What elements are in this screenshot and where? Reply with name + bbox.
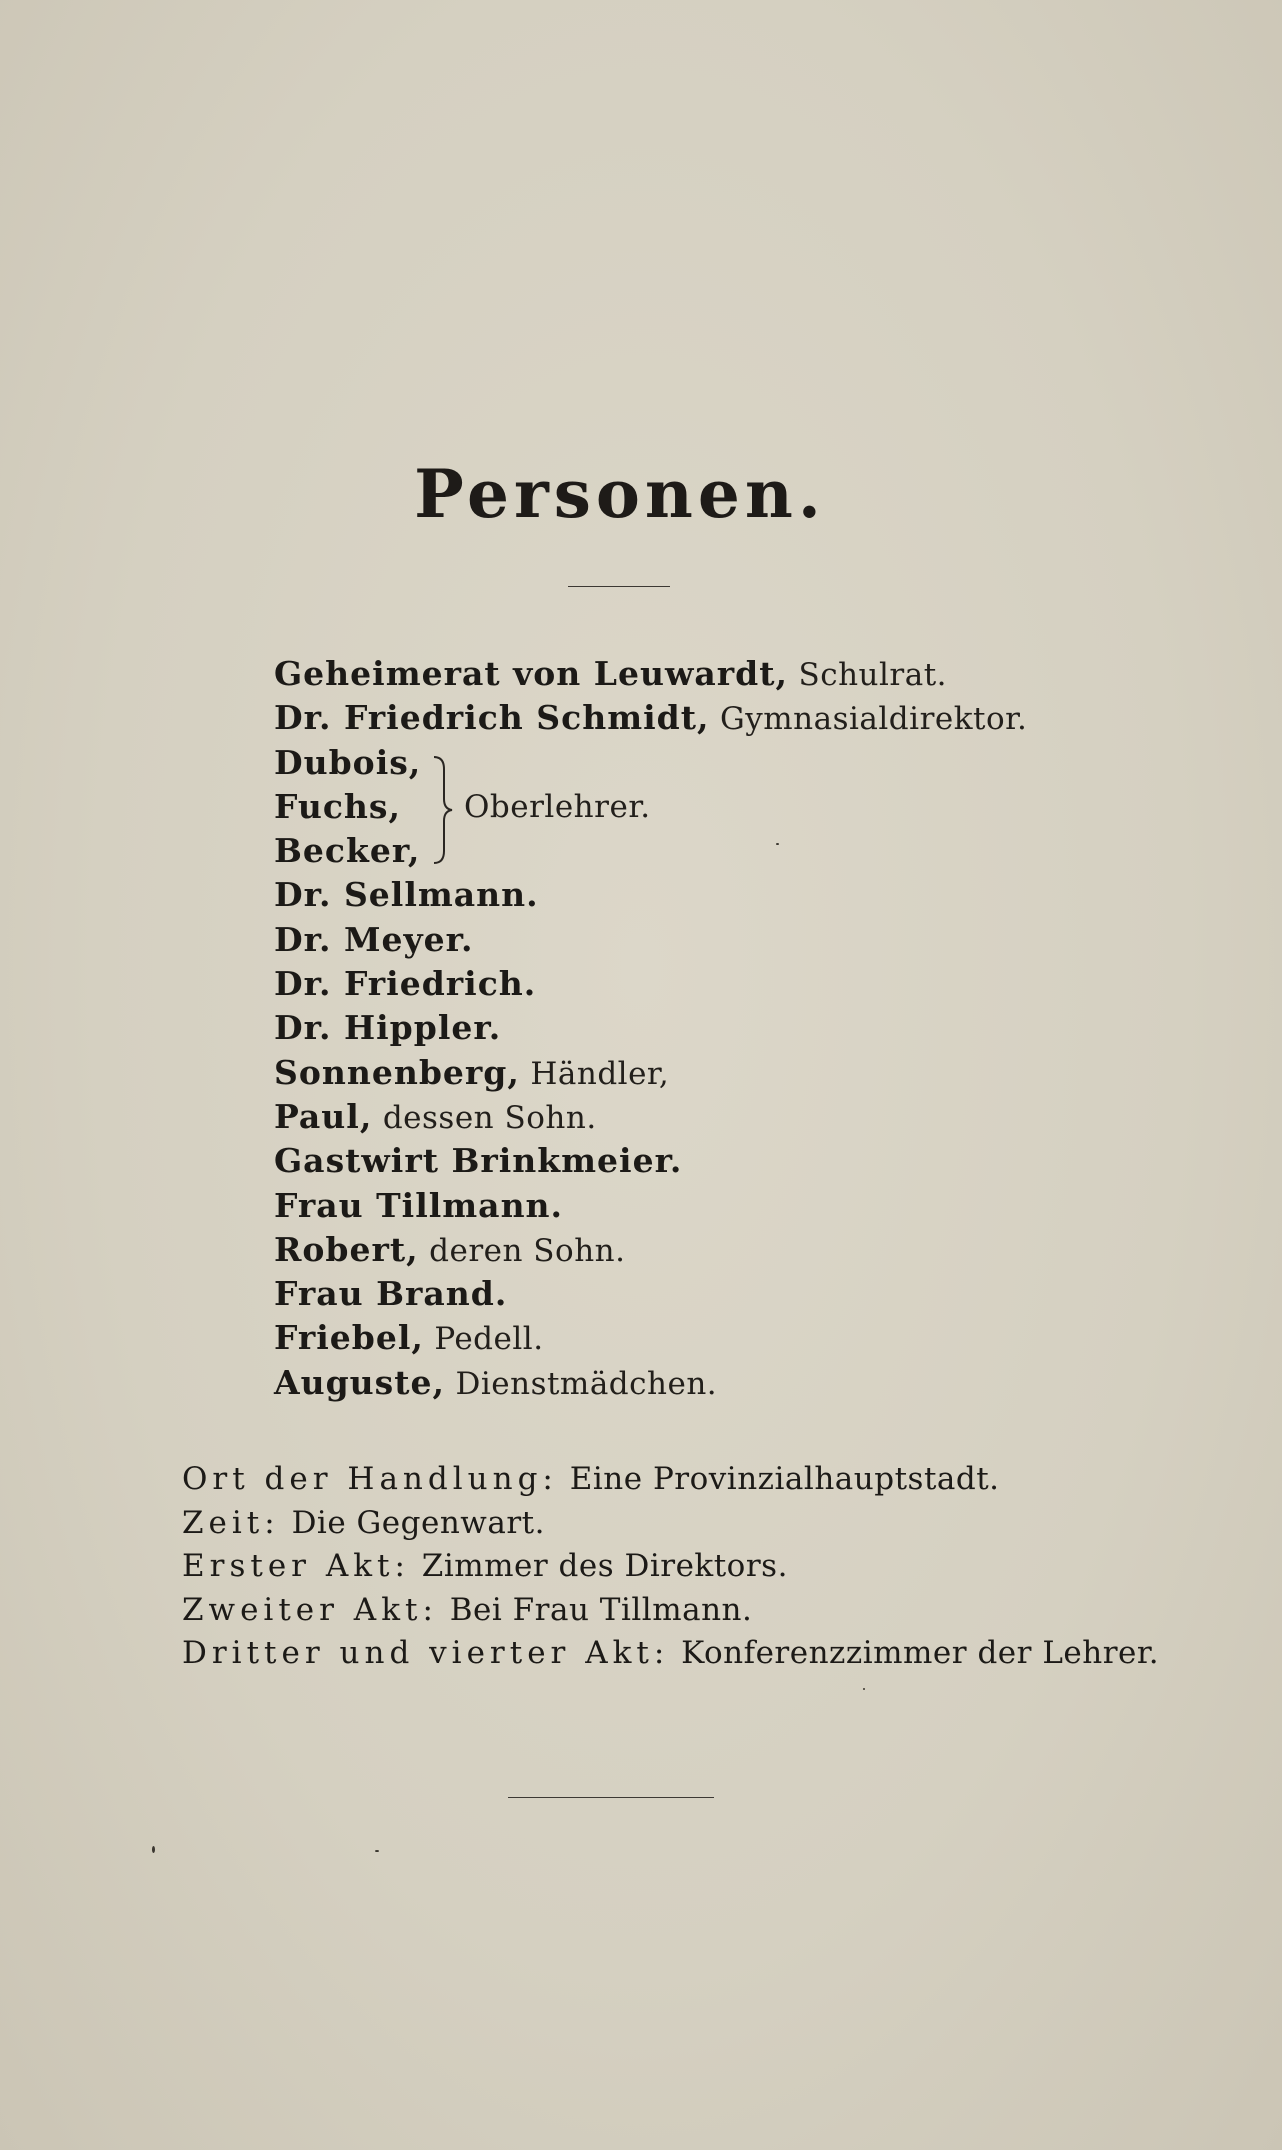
cast-role: deren Sohn. bbox=[429, 1232, 626, 1269]
setting-value: Zimmer des Direktors. bbox=[421, 1548, 788, 1584]
cast-role: Schulrat. bbox=[798, 657, 948, 693]
setting-value: Die Gegenwart. bbox=[291, 1504, 545, 1541]
cast-entry bbox=[274, 785, 1094, 829]
cast-group-oberlehrer bbox=[274, 741, 1094, 874]
setting-label: Ort der Handlung: bbox=[182, 1461, 558, 1497]
cast-entry bbox=[274, 1316, 1094, 1360]
setting-label: Zweiter Akt: bbox=[182, 1591, 438, 1628]
cast-entry bbox=[274, 741, 1094, 785]
paper-speck bbox=[863, 1688, 865, 1690]
setting-value: Konferenzzimmer der Lehrer. bbox=[681, 1635, 1160, 1671]
cast-name: Dr. Friedrich. bbox=[274, 964, 537, 1004]
cast-entry bbox=[274, 1228, 1094, 1272]
setting-line bbox=[182, 1545, 1182, 1589]
setting-value: Bei Frau Tillmann. bbox=[449, 1591, 753, 1628]
cast-name: Dr. Meyer. bbox=[274, 919, 474, 959]
cast-entry bbox=[274, 1361, 1094, 1405]
cast-entry bbox=[274, 962, 1094, 1006]
cast-entry bbox=[274, 1139, 1094, 1183]
cast-entry bbox=[274, 1184, 1094, 1228]
cast-name: Auguste, bbox=[274, 1362, 445, 1402]
setting-label: Zeit: bbox=[182, 1504, 280, 1541]
cast-entry bbox=[274, 1006, 1094, 1050]
paper-speck bbox=[152, 1846, 155, 1853]
setting-line bbox=[182, 1589, 1182, 1633]
cast-name: Fuchs, bbox=[274, 786, 401, 826]
cast-name: Geheimerat von Leuwardt, bbox=[274, 654, 788, 693]
cast-name: Becker, bbox=[274, 831, 421, 871]
cast-name: Paul, bbox=[274, 1096, 373, 1136]
cast-name: Frau Brand. bbox=[274, 1274, 508, 1314]
cast-role: Dienstmädchen. bbox=[455, 1365, 718, 1402]
setting-line bbox=[182, 1632, 1182, 1676]
cast-entry bbox=[274, 1272, 1094, 1316]
setting-label: Dritter und vierter Akt: bbox=[182, 1635, 670, 1671]
cast-entry bbox=[274, 1051, 1094, 1095]
cast-name: Gastwirt Brinkmeier. bbox=[274, 1141, 683, 1181]
cast-name: Sonnenberg, bbox=[274, 1052, 520, 1092]
cast-entry bbox=[274, 829, 1094, 873]
cast-list bbox=[274, 652, 1094, 1405]
paper-speck bbox=[375, 1850, 379, 1852]
cast-role: Gymnasialdirektor. bbox=[719, 701, 1028, 738]
cast-role: Pedell. bbox=[434, 1321, 544, 1358]
end-divider bbox=[508, 1797, 714, 1798]
page-title: Personen. bbox=[414, 455, 826, 533]
cast-entry bbox=[274, 918, 1094, 962]
cast-name: Dr. Sellmann. bbox=[274, 875, 539, 915]
cast-entry bbox=[274, 696, 1094, 740]
cast-role: Händler, bbox=[530, 1055, 670, 1092]
cast-entry bbox=[274, 652, 1094, 696]
setting-label: Erster Akt: bbox=[182, 1548, 410, 1584]
cast-name: Dubois, bbox=[274, 742, 422, 782]
cast-name: Dr. Friedrich Schmidt, bbox=[274, 698, 710, 738]
setting-block bbox=[182, 1458, 1182, 1676]
cast-role: dessen Sohn. bbox=[382, 1099, 597, 1136]
paper-speck bbox=[776, 843, 779, 845]
setting-line bbox=[182, 1458, 1182, 1502]
cast-name: Dr. Hippler. bbox=[274, 1008, 502, 1048]
setting-line bbox=[182, 1502, 1182, 1546]
cast-name: Friebel, bbox=[274, 1318, 424, 1358]
group-role: Oberlehrer. bbox=[464, 788, 651, 825]
cast-entry bbox=[274, 873, 1094, 917]
cast-name: Frau Tillmann. bbox=[274, 1185, 564, 1225]
setting-value: Eine Provinzialhauptstadt. bbox=[569, 1461, 1000, 1497]
cast-name: Robert, bbox=[274, 1229, 419, 1269]
title-divider bbox=[568, 586, 670, 587]
cast-entry bbox=[274, 1095, 1094, 1139]
